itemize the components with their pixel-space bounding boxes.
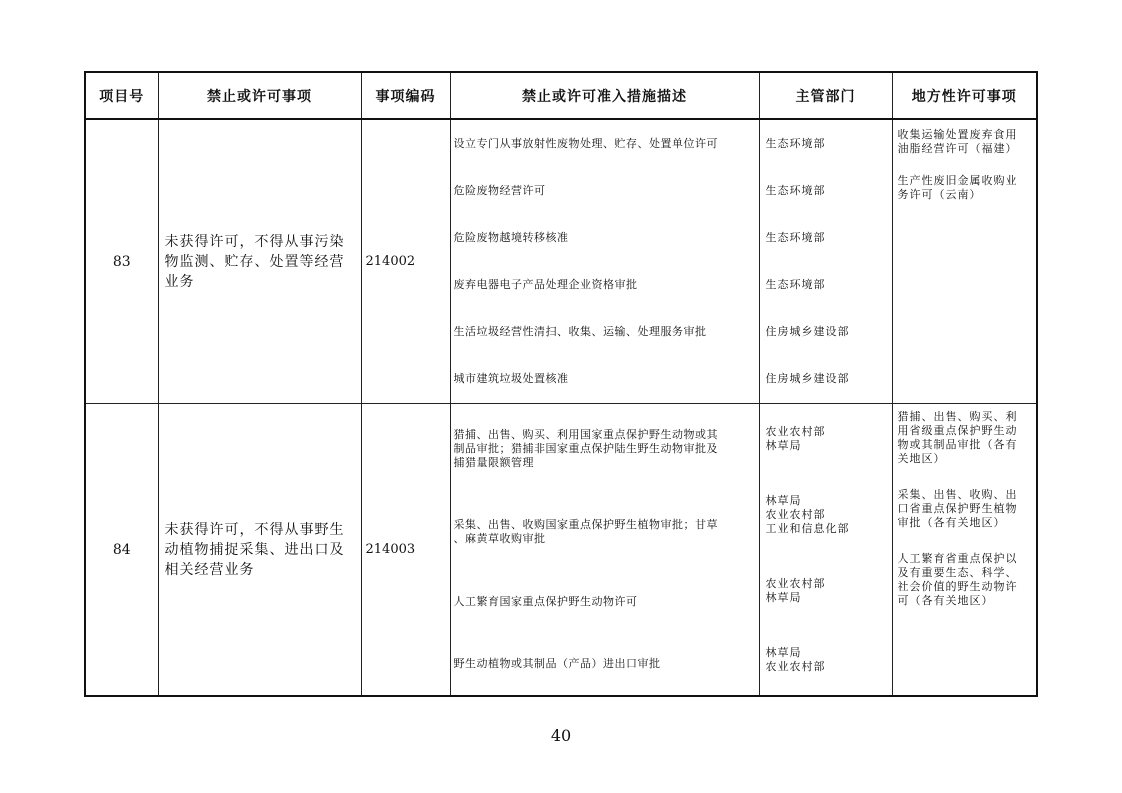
text-line: 住房城乡建设部 bbox=[765, 325, 850, 339]
measure-description bbox=[451, 137, 759, 151]
text-line: 农业农村部 bbox=[765, 577, 826, 591]
text-line: 务许可（云南） bbox=[897, 188, 982, 201]
table-row bbox=[85, 404, 1037, 697]
text-line: 生活垃圾经营性清扫、收集、运输、处理服务审批 bbox=[453, 325, 707, 339]
header-measure-description: 禁止或许可准入措施描述 bbox=[450, 72, 759, 119]
department bbox=[760, 184, 892, 198]
text-line: 生态环境部 bbox=[765, 136, 826, 150]
text-line: 工业和信息化部 bbox=[765, 521, 850, 535]
measure-description bbox=[451, 518, 759, 546]
local-permit bbox=[893, 128, 1037, 156]
department bbox=[760, 577, 892, 605]
local-permit bbox=[893, 552, 1037, 608]
text-line: 收集运输处置废弃食用 bbox=[897, 128, 1018, 141]
measure-description-cell bbox=[450, 119, 759, 404]
department bbox=[760, 231, 892, 245]
item-code: 214003 bbox=[361, 404, 450, 697]
table-row bbox=[85, 119, 1037, 404]
measure-description bbox=[451, 595, 759, 609]
row-number: 84 bbox=[85, 404, 158, 697]
department bbox=[760, 325, 892, 339]
text-line: 及有重要生态、科学、 bbox=[897, 566, 1018, 579]
measure-description bbox=[451, 278, 759, 292]
text-line: 生态环境部 bbox=[765, 183, 826, 197]
header-item-code: 事项编码 bbox=[361, 72, 450, 119]
text-line: 林草局 bbox=[765, 591, 802, 605]
text-line: 口省重点保护野生植物 bbox=[897, 502, 1018, 515]
department-cell bbox=[759, 119, 892, 404]
text-line: 审批（各有关地区） bbox=[897, 516, 1006, 529]
text-line: 生态环境部 bbox=[765, 278, 826, 292]
text-line: 危险废物经营许可 bbox=[453, 183, 546, 197]
text-line: 采集、出售、收购国家重点保护野生植物审批；甘草 bbox=[453, 518, 718, 532]
local-permit bbox=[893, 174, 1037, 202]
text-line: 农业农村部 bbox=[765, 424, 826, 438]
prohibited-item: 未获得许可，不得从事污染物监测、贮存、处置等经营业务 bbox=[158, 119, 361, 404]
text-line: 制品审批；猎捕非国家重点保护陆生野生动物审批及 bbox=[453, 442, 718, 456]
department bbox=[760, 425, 892, 453]
row-number: 83 bbox=[85, 119, 158, 404]
text-line: 物或其制品审批（各有 bbox=[897, 438, 1018, 451]
text-line: 生态环境部 bbox=[765, 230, 826, 244]
measure-description bbox=[451, 657, 759, 671]
text-line: 农业农村部 bbox=[765, 660, 826, 674]
text-line: 住房城乡建设部 bbox=[765, 372, 850, 386]
text-line: 油脂经营许可（福建） bbox=[897, 142, 1018, 155]
text-line: 关地区） bbox=[897, 452, 946, 465]
local-permits-cell bbox=[892, 119, 1037, 404]
text-line: 设立专门从事放射性废物处理、贮存、处置单位许可 bbox=[453, 136, 718, 150]
text-line: 社会价值的野生动物许 bbox=[897, 580, 1018, 593]
local-permit bbox=[893, 410, 1037, 466]
measure-description bbox=[451, 231, 759, 245]
text-line: 废弃电器电子产品处理企业资格审批 bbox=[453, 278, 638, 292]
text-line: 生产性废旧金属收购业 bbox=[897, 174, 1018, 187]
department bbox=[760, 137, 892, 151]
header-local-permits: 地方性许可事项 bbox=[892, 72, 1037, 119]
measure-description-cell bbox=[450, 404, 759, 697]
text-line: 人工繁育省重点保护以 bbox=[897, 552, 1018, 565]
text-line: 危险废物越境转移核准 bbox=[453, 230, 569, 244]
measure-description bbox=[451, 428, 759, 470]
text-line: 野生动植物或其制品（产品）进出口审批 bbox=[453, 656, 661, 670]
header-prohibited-item: 禁止或许可事项 bbox=[158, 72, 361, 119]
measure-description bbox=[451, 184, 759, 198]
text-line: 采集、出售、收购、出 bbox=[897, 488, 1018, 501]
text-line: 城市建筑垃圾处置核准 bbox=[453, 372, 569, 386]
text-line: 可（各有关地区） bbox=[897, 594, 994, 607]
text-line: 农业农村部 bbox=[765, 507, 826, 521]
department bbox=[760, 494, 892, 536]
text-line: 猎捕、出售、购买、利用国家重点保护野生动物或其 bbox=[453, 428, 718, 442]
text-line: 、麻黄草收购审批 bbox=[453, 532, 546, 546]
text-line: 用省级重点保护野生动 bbox=[897, 424, 1018, 437]
text-line: 猎捕、出售、购买、利 bbox=[897, 410, 1018, 423]
text-line: 人工繁育国家重点保护野生动物许可 bbox=[453, 594, 638, 608]
text-line: 林草局 bbox=[765, 438, 802, 452]
department bbox=[760, 278, 892, 292]
local-permit bbox=[893, 488, 1037, 530]
department bbox=[760, 372, 892, 386]
text-line: 林草局 bbox=[765, 646, 802, 660]
measure-description bbox=[451, 325, 759, 339]
measure-description bbox=[451, 372, 759, 386]
header-row bbox=[85, 72, 1037, 119]
text-line: 捕猎量限额管理 bbox=[453, 456, 534, 470]
header-item-number: 项目号 bbox=[85, 72, 158, 119]
prohibited-item: 未获得许可，不得从事野生动植物捕捉采集、进出口及相关经营业务 bbox=[158, 404, 361, 697]
item-code: 214002 bbox=[361, 119, 450, 404]
department-cell bbox=[759, 404, 892, 697]
text-line: 林草局 bbox=[765, 493, 802, 507]
page-number: 40 bbox=[550, 726, 572, 745]
department bbox=[760, 646, 892, 674]
permit-table bbox=[84, 71, 1038, 697]
local-permits-cell bbox=[892, 404, 1037, 697]
header-department: 主管部门 bbox=[759, 72, 892, 119]
